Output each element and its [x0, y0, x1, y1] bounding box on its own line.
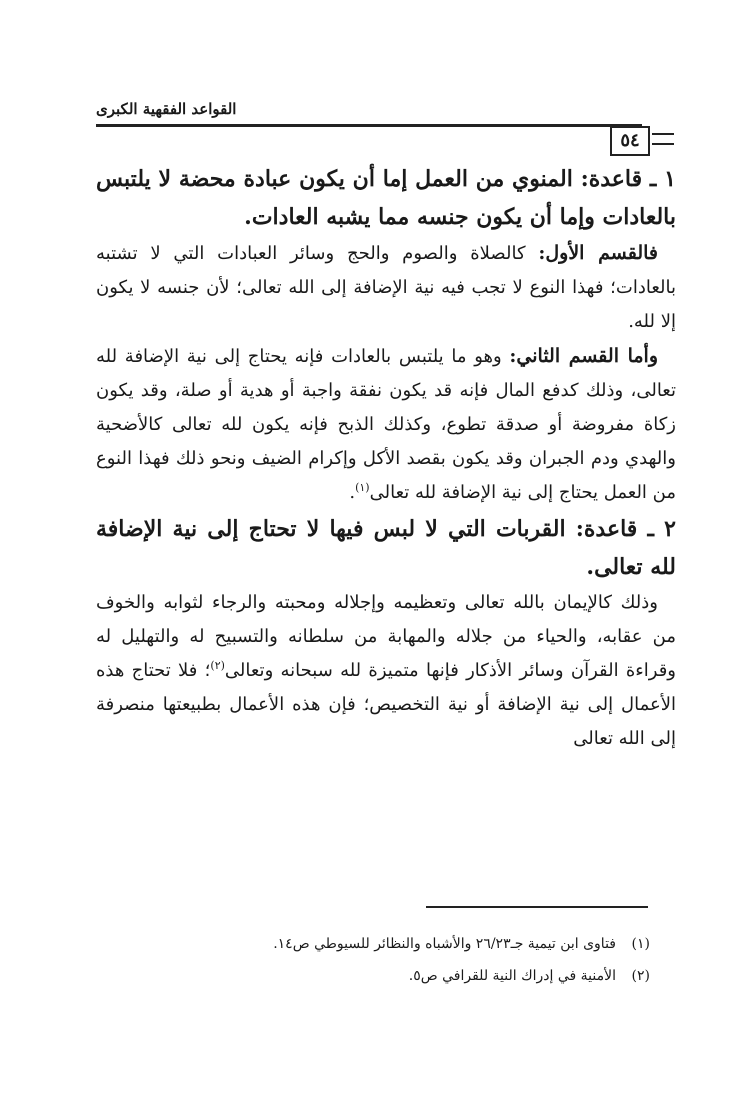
- rule-2-heading: ٢ ـ قاعدة: القربات التي لا لبس فيها لا تحتاج إلى نية الإضافة لله تعالى.: [96, 516, 676, 580]
- main-text: [96, 160, 676, 756]
- paragraph-second-section: وأما القسم الثاني: وهو ما يلتبس بالعادات فإنه يحتاج إلى نية الإضافة لله تعالى، وذلك كدفع المال فإنه قد يكون نفقة واجبة أو هدية أو صلة، وقد يكون زكاة مفروضة أو صدقة تطوع، وكذلك الذبح فإنه يكون لله تعالى كالأضحية والهدي ودم الجبران وقد يكون بقصد الأكل وإكرام الضيف ونحو ذلك فهذا النوع من العمل يحتاج إلى نية الإضافة لله تعالى$^{(١)}$.: [96, 345, 676, 503]
- paragraph-text: ؛ فلا تحتاج هذه الأعمال إلى نية الإضافة أو نية التخصيص؛ فإن هذه الأعمال بطبيعتها منصرفة إلى الله تعالى: [96, 660, 676, 749]
- paragraph-text: كالصلاة والصوم والحج وسائر العبادات التي لا تشتبه بالعادات؛ فهذا النوع لا تجب فيه نية الإضافة إلى الله تعالى؛ لأن جنسه لا يكون إلا لله.: [96, 243, 676, 332]
- footnote-text: فتاوى ابن تيمية جـ٢٦/٢٣ والأشباه والنظائر للسيوطي ص١٤.: [273, 936, 616, 952]
- footnote-2: [180, 960, 650, 992]
- page-number-ornament: [652, 133, 674, 145]
- footnote-marker: (٢): [631, 968, 650, 984]
- paragraph-examples: [96, 586, 676, 756]
- page-number: ٥٤: [610, 126, 650, 156]
- section-label: فالقسم الأول:: [538, 242, 658, 264]
- header-rule: [96, 124, 642, 127]
- paragraph-first-section: [96, 236, 676, 339]
- paragraph-text: وذلك كالإيمان بالله تعالى وتعظيمه وإجلاله ومحبته والرجاء لثوابه والخوف من عقابه، والحياء من جلاله والمهابة من سلطانه والتسبيح له والتهليل له وقراءة القرآن وسائر الأذكار فإنها متميزة لله سبحانه وتعالى: [96, 592, 676, 681]
- footnote-marker: (١): [631, 936, 650, 952]
- rule-1-heading: ١ ـ قاعدة: المنوي من العمل إما أن يكون عبادة محضة لا يلتبس بالعادات وإما أن يكون جنسه مما يشبه العادات.: [96, 166, 676, 230]
- footnote-1: [180, 928, 650, 960]
- running-title: القواعد الفقهية الكبرى: [96, 100, 237, 118]
- footnote-ref-1: (١): [355, 481, 370, 494]
- footnotes: [180, 928, 650, 992]
- paragraph-text: وهو ما يلتبس بالعادات فإنه يحتاج إلى نية الإضافة لله تعالى، وذلك كدفع المال فإنه قد يكون نفقة واجبة أو هدية أو صلة، وقد يكون زكاة مفروضة أو صدقة تطوع، وكذلك الذبح فإنه يكون لله تعالى كالأضحية والهدي ودم الجبران وقد يكون بقصد الأكل وإكرام الضيف ونحو ذلك فهذا النوع من العمل يحتاج إلى نية الإضافة لله تعالى: [96, 346, 676, 503]
- footnote-ref-2: (٢): [210, 659, 225, 672]
- footnote-rule: [426, 906, 648, 908]
- footnote-text: الأمنية في إدراك النية للقرافي ص٥.: [408, 968, 616, 984]
- section-label: وأما القسم الثاني:: [509, 345, 659, 367]
